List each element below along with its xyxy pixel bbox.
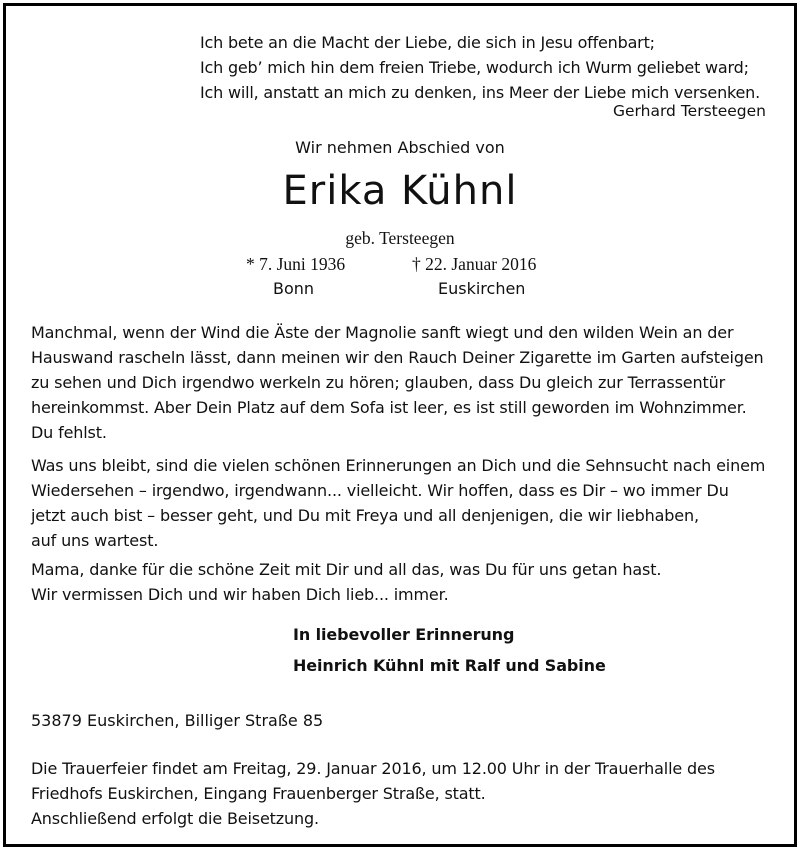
- paragraph-line: Hauswand rascheln lässt, dann meinen wir den Rauch Deiner Zigarette im Garten aufsteigen: [31, 348, 764, 367]
- paragraph-line: Wiedersehen – irgendwo, irgendwann... vielleicht. Wir hoffen, dass es Dir – wo immer Du: [31, 481, 729, 500]
- poem-line: Ich will, anstatt an mich zu denken, ins Meer der Liebe mich versenken.: [200, 83, 760, 102]
- poem-line: Ich geb’ mich hin dem freien Triebe, wodurch ich Wurm geliebet ward;: [200, 58, 749, 77]
- funeral-line: Die Trauerfeier findet am Freitag, 29. Januar 2016, um 12.00 Uhr in der Trauerhalle des: [31, 759, 715, 778]
- paragraph-line: jetzt auch bist – besser geht, und Du mit Freya und all denjenigen, die wir liebhaben,: [31, 506, 699, 525]
- paragraph-line: zu sehen und Dich irgendwo werkeln zu hören; glauben, dass Du gleich zur Terrassentür: [31, 373, 726, 392]
- funeral-details: [31, 756, 776, 831]
- paragraph-line: Wir vermissen Dich und wir haben Dich lieb... immer.: [31, 585, 449, 604]
- death-place: Euskirchen: [438, 279, 526, 298]
- funeral-line: Anschließend erfolgt die Beisetzung.: [31, 809, 319, 828]
- paragraph-line: hereinkommst. Aber Dein Platz auf dem Sofa ist leer, es ist still geworden im Wohnzimmer.: [31, 398, 747, 417]
- paragraph-longing: [31, 453, 776, 553]
- signature-family: Heinrich Kühnl mit Ralf und Sabine: [293, 656, 606, 675]
- paragraph-line: Was uns bleibt, sind die vielen schönen Erinnerungen an Dich und die Sehnsucht nach einem: [31, 456, 766, 475]
- paragraph-line: Manchmal, wenn der Wind die Äste der Magnolie sanft wiegt und den wilden Wein an der: [31, 323, 734, 342]
- family-address: 53879 Euskirchen, Billiger Straße 85: [31, 711, 324, 730]
- birth-place: Bonn: [273, 279, 315, 298]
- paragraph-memories: [31, 320, 776, 445]
- poem-quote: [200, 30, 775, 105]
- deceased-name: Erika Kühnl: [282, 168, 518, 214]
- paragraph-line: Mama, danke für die schöne Zeit mit Dir und all das, was Du für uns getan hast.: [31, 560, 662, 579]
- paragraph-line: Du fehlst.: [31, 423, 107, 442]
- farewell-intro: Wir nehmen Abschied von: [295, 138, 505, 157]
- birth-name: geb. Tersteegen: [345, 228, 455, 248]
- paragraph-line: auf uns wartest.: [31, 531, 159, 550]
- poem-line: Ich bete an die Macht der Liebe, die sich in Jesu offenbart;: [200, 33, 655, 52]
- death-date: † 22. Januar 2016: [412, 254, 537, 274]
- funeral-line: Friedhofs Euskirchen, Eingang Frauenberger Straße, statt.: [31, 784, 486, 803]
- signature-remembrance: In liebevoller Erinnerung: [293, 625, 515, 644]
- paragraph-thanks: [31, 557, 776, 607]
- poem-author: Gerhard Tersteegen: [612, 102, 766, 120]
- birth-date: * 7. Juni 1936: [246, 254, 346, 274]
